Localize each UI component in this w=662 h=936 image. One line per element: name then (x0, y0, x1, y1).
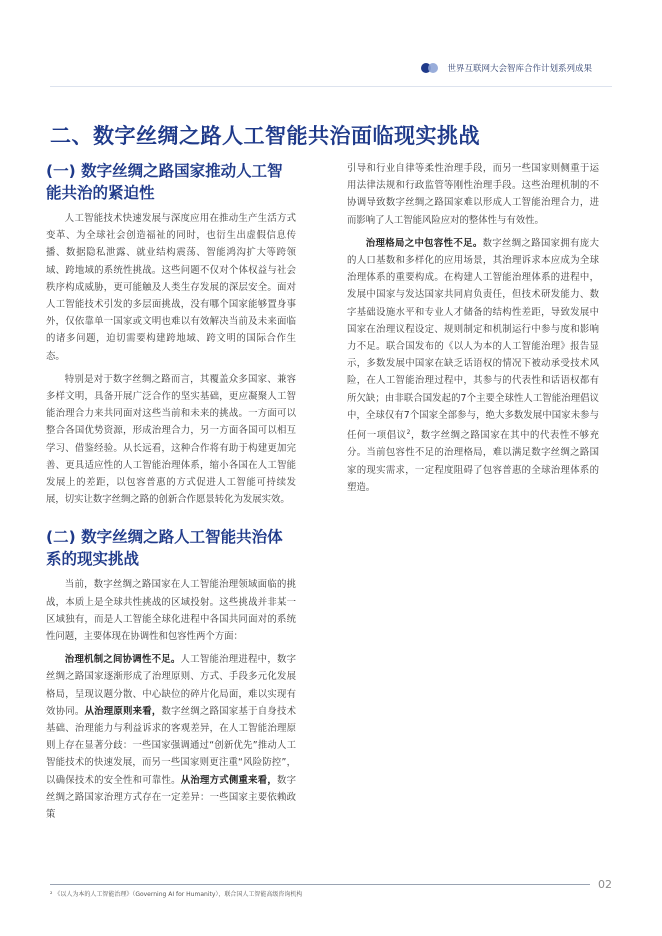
text-run: 数字丝绸之路国家基于自身技术基础、治理能力与利益诉求的客观差异，在人工智能治理原则上存在显著分歧：一些国家强调通过“创新优先”推动人工智能技术的快速发展，而另一些国家则更注重“风险防控”，以确保技术的安全性和可靠性。 (46, 705, 296, 786)
paragraph: 人工智能技术快速发展与深度应用在推动生产生活方式变革、为全球社会创造福祉的同时，也衍生出虚假信息传播、数据隐私泄露、就业结构震荡、智能鸿沟扩大等跨领域、跨地域的系统性挑战。这些问题不仅对个体权益与社会秩序构成威胁，更可能触及人类生存发展的深层安全。面对人工智能技术引发的多层面挑战，没有哪个国家能够置身事外，仅依靠单一国家或文明也难以有效解决当前及未来面临的诸多问题，迫切需要构建跨地域、跨文明的国际合作生态。 (46, 213, 296, 362)
subsection-1-title: (一) 数字丝绸之路国家推动人工智能共治的紧迫性 (46, 162, 283, 202)
paragraph (347, 235, 599, 496)
paragraph: 当前，数字丝绸之路国家在人工智能治理领域面临的挑战，本质上是全球共性挑战的区域投射。这些挑战并非某一区域独有，而是人工智能全球化进程中各国共同面对的系统性问题，主要体现在协调性和包容性两个方面： (46, 579, 296, 643)
series-title: 世界互联网大会智库合作计划系列成果 (447, 64, 592, 74)
footnote-ref: 2 (406, 429, 411, 437)
text-run: 数字丝绸之路国家治理方式存在一定差异：一些国家主要依赖政策 (46, 774, 296, 821)
header-divider (50, 86, 612, 87)
section-title: 二、数字丝绸之路人工智能共治面临现实挑战 (50, 124, 480, 148)
paragraph: 引导和行业自律等柔性治理手段，而另一些国家则侧重于运用法律法规和行政监管等刚性治理手段。这些治理机制的不协调导致数字丝绸之路国家难以形成人工智能治理合力，进而影响了人工智能风险应对的整体性与有效性。 (347, 163, 599, 226)
footnote: ² 《以人为本的人工智能治理》（Governing AI for Humanity），联合国人工智能高级咨询机构 (50, 891, 303, 898)
logo-icon (421, 63, 441, 73)
text-run: 人工智能治理进程中，数字丝绸之路国家逐渐形成了治理原则、方式、手段多元化发展格局，呈现议题分散、中心缺位的碎片化局面，难以实现有效协同。 (46, 654, 296, 717)
text-run: 数字丝绸之路国家拥有庞大的人口基数和多样化的应用场景，其治理诉求本应成为全球治理体系的重要构成。在构建人工智能治理体系的进程中，发展中国家与发达国家共同肩负责任，但技术研发能力、数字基础设施水平和专业人才储备的结构性差距，导致发展中国家在治理议程设定、规则制定和机制运行中参与度和影响力不足。联合国发布的《以人为本的人工智能治理》报告显示，多数发展中国家在缺乏话语权的情况下被动承受技术风险，在人工智能治理过程中，其参与的代表性和话语权都有所欠缺；由非联合国发起的7个主要全球性人工智能治理倡议中，全球仅有7个国家全部参与，绝大多数发展中国家未参与任何一项倡议 (347, 237, 599, 442)
left-column (46, 160, 296, 823)
header (421, 62, 592, 74)
subsection-2-title: (二) 数字丝绸之路人工智能共治体系的现实挑战 (46, 528, 283, 569)
paragraph: 特别是对于数字丝绸之路而言，其覆盖众多国家、兼容多样文明，具备开展广泛合作的坚实基础，更应凝聚人工智能治理合力来共同面对这些当前和未来的挑战。一方面可以整合各国优势资源，形成治理合力，另一方面各国可以相互学习、借鉴经验。从长远看，这种合作将有助于构建更加完善、更具适应性的人工智能治理体系，缩小各国在人工智能发展上的差距，以包容普惠的方式促进人工智能可持续发展，切实让数字丝绸之路的创新合作愿景转化为发展实效。 (46, 373, 296, 506)
text-run: ，数字丝绸之路国家在其中的代表性不够充分。当前包容性不足的治理格局，难以满足数字丝绸之路国家的现实需求，一定程度阻碍了包容普惠的全球治理体系的塑造。 (347, 430, 599, 493)
paragraph (46, 651, 296, 823)
bold-heading: 治理格局之中包容性不足。 (365, 237, 483, 249)
right-column (347, 160, 599, 496)
bold-phrase: 从治理方式侧重来看， (180, 774, 277, 786)
bold-heading: 治理机制之间协调性不足。 (64, 654, 181, 666)
bold-phrase: 从治理原则来看， (84, 705, 162, 717)
page-number: 02 (598, 878, 612, 891)
footer-divider (50, 884, 590, 885)
